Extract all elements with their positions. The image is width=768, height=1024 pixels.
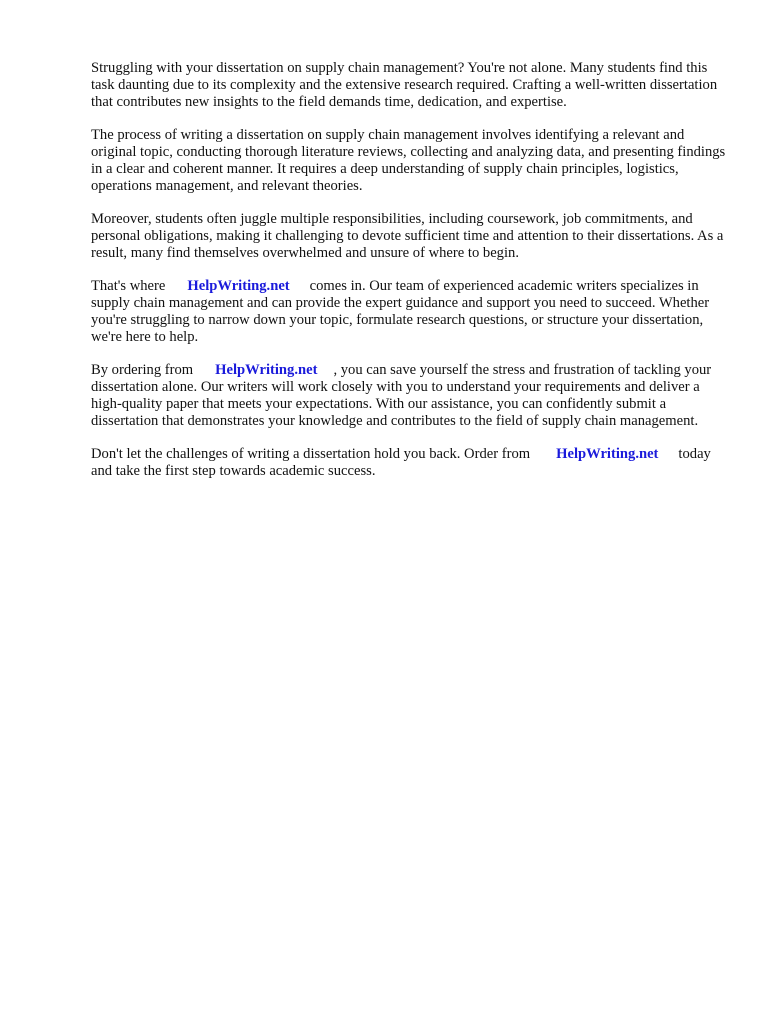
paragraph-text: comes in. Our team of experienced academic writers specializes in supply chain management and can provide the expert guidance and support you need to succeed. Whether you're struggling to narrow down your topic, formulate research questions, or structure your dissertation, we're here to help. <box>91 278 710 345</box>
paragraph-closing <box>91 446 726 480</box>
helpwriting-link[interactable]: HelpWriting.net <box>215 362 318 378</box>
paragraph-intro: Struggling with your dissertation on supply chain management? You're not alone. Many students find this task daunting due to its complexity and the extensive research required. Crafting a well-written dissertation that contributes new insights to the field demands time, dedication, and expertise. <box>91 60 718 110</box>
paragraph-text: Don't let the challenges of writing a dissertation hold you back. Order from <box>91 446 531 462</box>
paragraph-text: That's where <box>91 278 166 294</box>
paragraph-process: The process of writing a dissertation on supply chain management involves identifying a relevant and original topic, conducting thorough literature reviews, collecting and analyzing data, and presenting findings in a clear and coherent manner. It requires a deep understanding of supply chain principles, logistics, operations management, and relevant theories. <box>91 127 726 194</box>
paragraph-text: , you can save yourself the stress and frustration of tackling your dissertation alone. Our writers will work closely with you to understand your requirements and deliver a high-quality paper that meets your expectations. With our assistance, you can confidently submit a dissertation that demonstrates your knowledge and contributes to the field of supply chain management. <box>91 362 712 429</box>
helpwriting-link[interactable]: HelpWriting.net <box>556 446 659 462</box>
document-body <box>91 60 726 496</box>
paragraph-responsibilities: Moreover, students often juggle multiple responsibilities, including coursework, job commitments, and personal obligations, making it challenging to devote sufficient time and attention to their dissertations. As a result, many find themselves overwhelmed and unsure of where to begin. <box>91 211 724 261</box>
paragraph-text: today and take the first step towards academic success. <box>91 446 711 479</box>
helpwriting-link[interactable]: HelpWriting.net <box>187 278 290 294</box>
paragraph-text: By ordering from <box>91 362 194 378</box>
paragraph-thats-where <box>91 278 726 346</box>
paragraph-ordering <box>91 362 726 430</box>
